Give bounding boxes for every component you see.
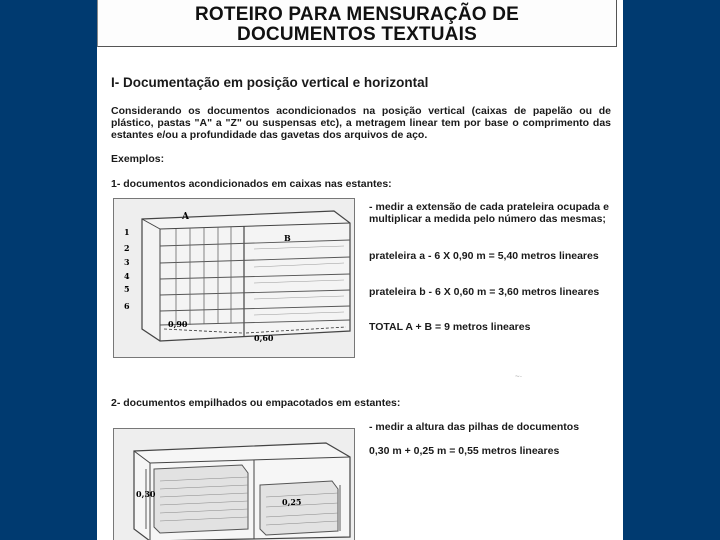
page-title-line-1: ROTEIRO PARA MENSURAÇÃO DE — [195, 4, 519, 25]
document-page — [97, 0, 623, 540]
shelf-number: 3 — [124, 257, 130, 267]
title-box — [97, 0, 617, 47]
shelf-number: 4 — [124, 271, 130, 281]
measure-b: 0,60 — [254, 333, 274, 343]
section-1-heading: I- Documentação em posição vertical e horizontal — [111, 75, 429, 90]
stacks-figure — [113, 428, 355, 540]
page-title-line-2: DOCUMENTOS TEXTUAIS — [237, 24, 477, 45]
stacks-illustration — [114, 429, 354, 540]
scan-artifact: ~· — [515, 372, 523, 381]
shelf-number: 2 — [124, 243, 130, 253]
calc-shelf-b: prateleira b - 6 X 0,60 m = 3,60 metros lineares — [369, 286, 600, 298]
instruction-2: - medir a altura das pilhas de documentos — [369, 421, 580, 433]
calc-shelf-a: prateleira a - 6 X 0,90 m = 5,40 metros lineares — [369, 250, 599, 262]
examples-label: Exemplos: — [111, 153, 165, 165]
example-1-caption: 1- documentos acondicionados em caixas nas estantes: — [111, 178, 392, 190]
example-2-caption: 2- documentos empilhados ou empacotados em estantes: — [111, 397, 401, 409]
total-line: TOTAL A + B = 9 metros lineares — [369, 321, 531, 333]
shelf-number: 1 — [124, 227, 130, 237]
calc-stacks: 0,30 m + 0,25 m = 0,55 metros lineares — [369, 445, 560, 457]
figure-label-a: A — [182, 212, 189, 222]
measure-left: 0,30 — [136, 489, 156, 499]
instruction-1: - medir a extensão de cada prateleira ocupada e multiplicar a medida pelo número das mesmas; — [369, 201, 609, 225]
intro-paragraph: Considerando os documentos acondicionados na posição vertical (caixas de papelão ou de plástico, pastas "A" a "Z" ou suspensas etc), a metragem linear tem por base o comprimento das estantes e/ou a profundidade das gavetas dos arquivos de aço. — [111, 105, 611, 141]
measure-a: 0,90 — [168, 319, 188, 329]
shelving-figure — [113, 198, 355, 358]
shelf-number: 6 — [124, 301, 130, 311]
shelving-illustration — [114, 199, 354, 357]
shelf-number: 5 — [124, 284, 130, 294]
figure-label-b: B — [284, 233, 291, 243]
measure-right: 0,25 — [282, 497, 302, 507]
